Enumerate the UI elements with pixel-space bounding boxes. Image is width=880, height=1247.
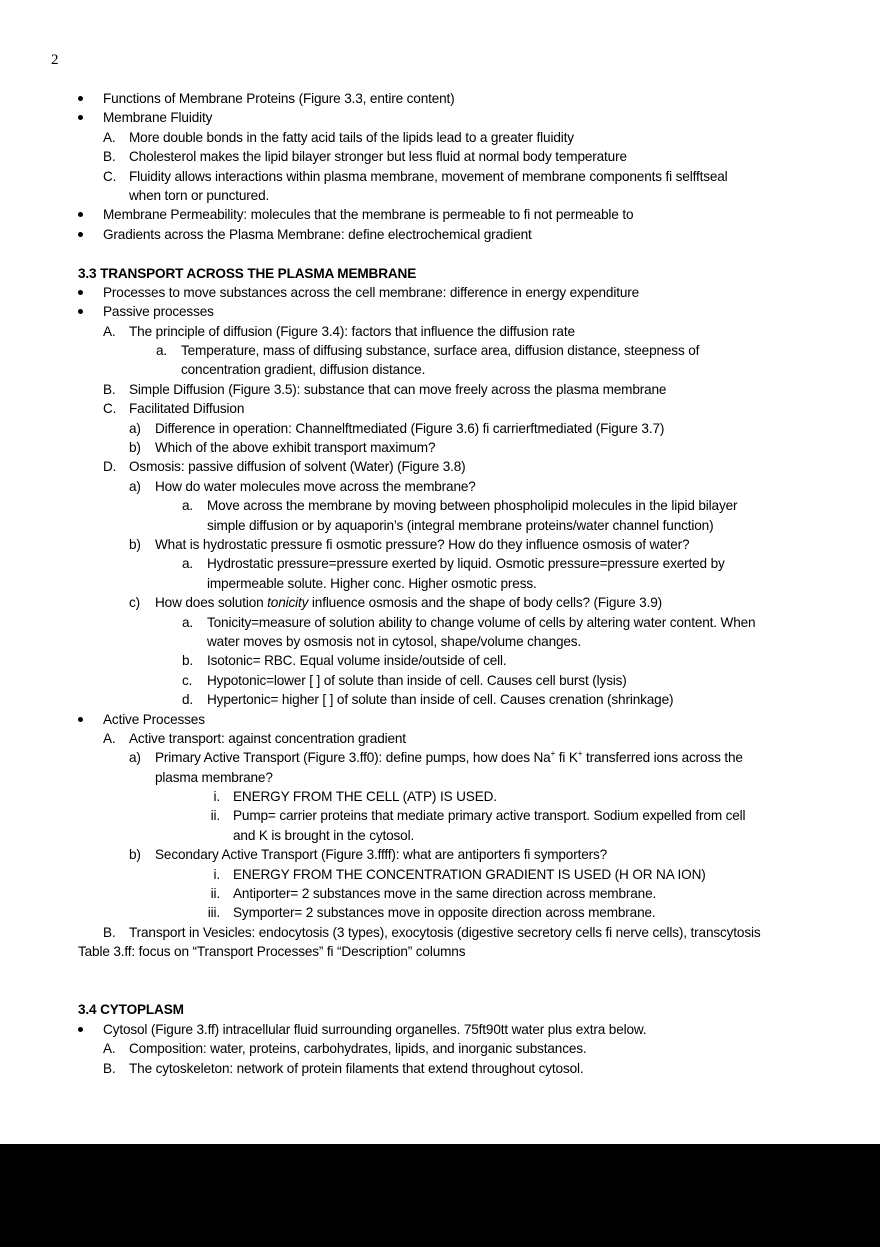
- list-item: b) Secondary Active Transport (Figure 3.ffff): what are antiporters fi symporters?: [129, 847, 608, 863]
- bullet-icon: [78, 232, 83, 237]
- document-body: [0, 89, 880, 1078]
- list-item-continuation: plasma membrane?: [155, 769, 273, 785]
- list-item: b) What is hydrostatic pressure fi osmotic pressure? How do they influence osmosis of water?: [129, 536, 690, 552]
- list-item: A. More double bonds in the fatty acid tails of the lipids lead to a greater fluidity: [103, 129, 574, 145]
- bullet-icon: [78, 96, 83, 101]
- list-item: a. Tonicity=measure of solution ability to change volume of cells by altering water content. When: [182, 614, 756, 630]
- section-heading: 3.4 CYTOPLASM: [78, 1002, 184, 1018]
- list-item-continuation: water moves by osmosis not in cytosol, shape/volume changes.: [207, 633, 582, 649]
- list-item: c) How does solution tonicity influence osmosis and the shape of body cells? (Figure 3.9): [129, 595, 662, 611]
- section-heading: 3.3 TRANSPORT ACROSS THE PLASMA MEMBRANE: [78, 265, 417, 281]
- list-item: B. Transport in Vesicles: endocytosis (3 types), exocytosis (digestive secretory cells fi nerve cells), transcytosis: [103, 924, 761, 940]
- list-item: B. Cholesterol makes the lipid bilayer stronger but less fluid at normal body temperature: [103, 149, 627, 165]
- bullet-icon: [78, 290, 83, 295]
- bullet-item: Membrane Fluidity: [0, 108, 880, 127]
- list-item: i. ENERGY FROM THE CELL (ATP) IS USED.: [213, 789, 497, 805]
- bullet-icon: [78, 309, 83, 314]
- list-item: B. Simple Diffusion (Figure 3.5): substance that can move freely across the plasma membrane: [103, 381, 667, 397]
- list-item: a. Temperature, mass of diffusing substance, surface area, diffusion distance, steepness of: [156, 343, 700, 359]
- page-number: 2: [51, 52, 59, 68]
- list-item: a) Difference in operation: Channelftmediated (Figure 3.6) fi carrierftmediated (Figure 3.7): [129, 420, 665, 436]
- spacer: [0, 244, 880, 263]
- list-item: a) How do water molecules move across the membrane?: [129, 478, 476, 494]
- bullet-item: Cytosol (Figure 3.ff) intracellular fluid surrounding organelles. 75ft90tt water plus extra below.: [0, 1020, 880, 1039]
- list-item: b) Which of the above exhibit transport maximum?: [129, 440, 436, 456]
- list-item: B. The cytoskeleton: network of protein filaments that extend throughout cytosol.: [103, 1060, 584, 1076]
- list-item: a. Hydrostatic pressure=pressure exerted by liquid. Osmotic pressure=pressure exerted by: [182, 556, 725, 572]
- list-item: ii. Antiporter= 2 substances move in the same direction across membrane.: [210, 886, 657, 902]
- list-item: a) Primary Active Transport (Figure 3.ff0): define pumps, how does Na+ fi K+ transferred ions across the: [129, 749, 743, 766]
- bullet-item: Passive processes: [0, 302, 880, 321]
- bullet-icon: [78, 115, 83, 120]
- bullet-item: Functions of Membrane Proteins (Figure 3.3, entire content): [0, 89, 880, 108]
- list-item: A. The principle of diffusion (Figure 3.4): factors that influence the diffusion rate: [103, 323, 575, 339]
- list-item-continuation: when torn or punctured.: [129, 187, 270, 203]
- list-item: ii. Pump= carrier proteins that mediate primary active transport. Sodium expelled from cell: [210, 808, 746, 824]
- spacer: [0, 962, 880, 981]
- list-item: d. Hypertonic= higher [ ] of solute than inside of cell. Causes crenation (shrinkage): [182, 692, 674, 708]
- list-item-continuation: simple diffusion or by aquaporin’s (integral membrane proteins/water channel function): [207, 517, 714, 533]
- list-item: A. Active transport: against concentration gradient: [103, 730, 406, 746]
- list-item: iii. Symporter= 2 substances move in opposite direction across membrane.: [207, 905, 656, 921]
- spacer: [0, 981, 880, 1000]
- list-item: C. Fluidity allows interactions within plasma membrane, movement of membrane components fi selfftseal: [103, 168, 728, 184]
- bullet-item: Active Processes: [0, 710, 880, 729]
- list-item: a. Move across the membrane by moving between phospholipid molecules in the lipid bilayer: [182, 498, 738, 514]
- bullet-item: Processes to move substances across the cell membrane: difference in energy expenditure: [0, 283, 880, 302]
- list-item: i. ENERGY FROM THE CONCENTRATION GRADIENT IS USED (H OR NA ION): [213, 866, 706, 882]
- list-item-continuation: concentration gradient, diffusion distance.: [181, 362, 426, 378]
- list-item: D. Osmosis: passive diffusion of solvent (Water) (Figure 3.8): [103, 459, 466, 475]
- bullet-icon: [78, 717, 83, 722]
- list-item: c. Hypotonic=lower [ ] of solute than inside of cell. Causes cell burst (lysis): [182, 672, 627, 688]
- bullet-item: Gradients across the Plasma Membrane: define electrochemical gradient: [0, 225, 880, 244]
- list-item: A. Composition: water, proteins, carbohydrates, lipids, and inorganic substances.: [103, 1041, 587, 1057]
- bullet-item: Membrane Permeability: molecules that the membrane is permeable to fi not permeable to: [0, 205, 880, 224]
- list-item-continuation: impermeable solute. Higher conc. Higher osmotic press.: [207, 575, 537, 591]
- bullet-icon: [78, 212, 83, 217]
- list-item: C. Facilitated Diffusion: [103, 401, 245, 417]
- list-item-continuation: and K is brought in the cytosol.: [233, 827, 415, 843]
- list-item: b. Isotonic= RBC. Equal volume inside/outside of cell.: [182, 653, 507, 669]
- bullet-icon: [78, 1027, 83, 1032]
- table-note: Table 3.ff: focus on “Transport Processes” fi “Description” columns: [78, 944, 466, 960]
